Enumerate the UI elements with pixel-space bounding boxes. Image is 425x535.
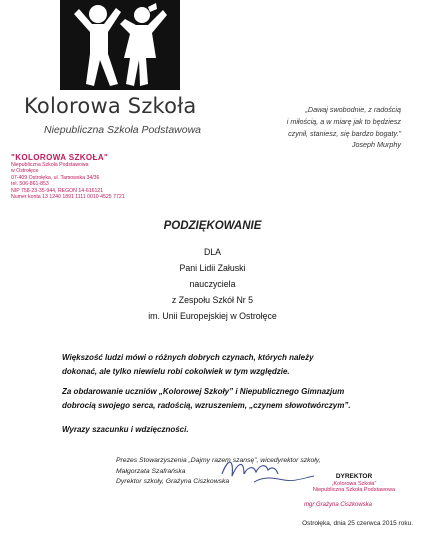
school-stamp [11,153,139,200]
stamp-line: Numer konta 13 1240 1891 1111 0010 4525 7721 [11,194,125,201]
stamp-line: 07-409 Ostrołęka, ul. Tamowska 34/36 [11,174,100,181]
director-stamp [306,474,402,494]
signer-line: Dyrektor szkoły, Grażyna Ciszkowska [116,478,230,485]
letter-heading: PODZIĘKOWANIE [163,220,262,232]
stamp-line: tel. 506-861-853 [11,181,49,188]
recipient-name: Pani Lidii Załuski [179,263,246,273]
signer-line: Prezes Stowarzyszenia „Dajmy razem szansę”, wicedyrektor szkoły, [116,457,321,464]
quote-line: i miłością, a w miarę jak to będziesz [286,117,401,126]
recipient-line: z Zespołu Szkół Nr 5 [171,295,254,305]
closing-line: Wyrazy szacunku i wdzięczności. [62,425,189,434]
date-line: Ostrołęka, dnia 25 czerwca 2015 roku. [302,520,413,527]
director-stamp-line: „Kolorowa Szkoła” [331,480,377,487]
director-stamp-line: Niepubliczna Szkoła Podstawowa [312,487,396,493]
logo-subtitle: Niepubliczna Szkoła Podstawowa [44,124,202,136]
paragraph-2 [62,385,382,413]
paragraph-1 [62,351,382,379]
logo-title: Kolorowa Szkoła [24,94,197,118]
recipient-line: im. Unii Europejskiej w Ostrołęce [148,311,277,321]
quote-line: czynił, staniesz, się bardzo bogaty.” [288,129,401,138]
paragraph-line: dobrocią swojego serca, radością, wzruszeniem, „czynem słowotwórczym”. [62,401,351,410]
school-logo [60,0,180,90]
stamp-school-name: "KOLOROWA SZKOŁA" [11,153,109,162]
director-stamp-title: DYREKTOR [335,473,373,480]
signer-line: Małgorzata Szafrańska [116,467,186,475]
motto-quote [191,104,401,140]
paragraph-line: dokonać, ale tylko niewielu robi cokolwiek w tym względzie. [62,367,290,376]
quote-line: „Dawaj swobodnie, z radością [305,105,401,114]
director-name: mgr Grażyna Ciszkowska [304,502,373,508]
paragraph-line: Większość ludzi mówi o różnych dobrych czynach, których należy [62,353,314,362]
quote-author: Joseph Murphy [351,140,401,149]
stamp-line: Niepubliczna Szkoła Podstawowa [11,162,89,168]
stamp-line: w Ostrołęce [11,168,39,175]
children-figures-icon [60,0,180,90]
stamp-line: NIP 758-23-35-944, REGON 14-616121 [11,187,104,194]
paragraph-line: Za obdarowanie uczniów „Kolorowej Szkoły” i Niepublicznego Gimnazjum [62,387,345,396]
recipient-line: nauczyciela [189,279,236,289]
recipient-line: DLA [203,247,222,257]
